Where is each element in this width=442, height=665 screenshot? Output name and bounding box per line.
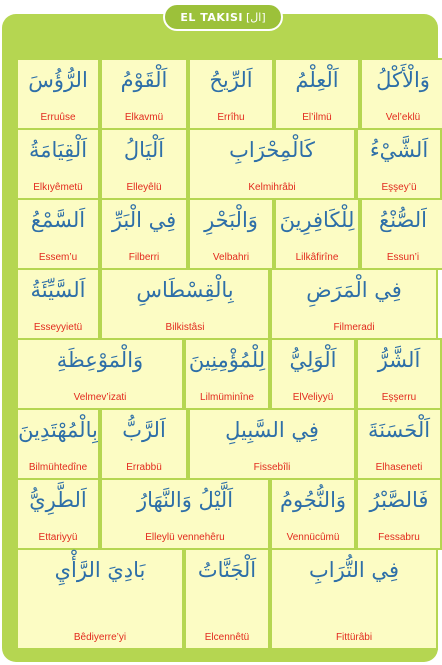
transliteration: El’ilmü: [302, 112, 332, 123]
transliteration: Bilmühtedîne: [28, 462, 88, 473]
word-cell: [16, 408, 100, 480]
transliteration: Vennücûmü: [286, 532, 340, 543]
arabic-word: فَالصَّبْرُ: [369, 488, 429, 512]
arabic-word: اَلْعِلْمُ: [295, 68, 339, 92]
arabic-word: وَالنُّجُومُ: [279, 488, 347, 512]
word-cell: [100, 128, 188, 200]
transliteration: Essun’i: [386, 252, 420, 263]
page-title: [163, 3, 283, 31]
word-cell: [16, 58, 100, 130]
word-cell: [360, 58, 442, 130]
transliteration: Vel’eklü: [385, 112, 421, 123]
arabic-word: اَلرِّيحُ: [209, 68, 253, 92]
word-row: [16, 478, 442, 550]
word-row: [16, 548, 438, 650]
word-cell: [100, 408, 188, 480]
arabic-word: اَلْوَلِيُّ: [289, 348, 337, 372]
word-row: [16, 268, 438, 340]
word-cell: [360, 198, 442, 270]
transliteration: Eşşey’ü: [381, 182, 417, 193]
arabic-word: كَالْمِحْرَابِ: [229, 138, 315, 162]
word-cell: [100, 198, 188, 270]
arabic-word: اَلصُّنْعُ: [379, 208, 427, 232]
transliteration: Errîhu: [217, 112, 245, 123]
arabic-word: بِالْمُهْتَدِينَ: [18, 418, 98, 442]
word-cell: [184, 548, 270, 650]
word-cell: [270, 478, 356, 550]
word-cell: [356, 478, 442, 550]
word-row: [16, 408, 442, 480]
word-cell: [16, 268, 100, 340]
arabic-word: اَلْحَسَنَةَ: [367, 418, 431, 442]
arabic-word: بِالْقِسْطَاسِ: [136, 278, 234, 302]
arabic-word: لِلْمُؤْمِنِينَ: [188, 348, 266, 372]
arabic-word: اَلرَّبُّ: [122, 418, 166, 442]
arabic-word: وَالْمَوْعِظَةِ: [56, 348, 144, 372]
transliteration: Elhaseneti: [375, 462, 423, 473]
arabic-word: فِي التُّرَابِ: [309, 558, 399, 582]
transliteration: Erruûse: [40, 112, 76, 123]
arabic-word: اَلسَّيِّئَةُ: [30, 278, 86, 302]
transliteration: Fissebîli: [253, 462, 291, 473]
transliteration: Filmeradi: [333, 322, 375, 333]
transliteration: Elkavmü: [124, 112, 164, 123]
arabic-word: اَلَّيْلُ وَالنَّهَارُ: [136, 488, 234, 512]
word-cell: [270, 338, 356, 410]
word-cell: [356, 408, 442, 480]
word-cell: [188, 128, 356, 200]
word-cell: [16, 128, 100, 200]
transliteration: Elcennêtü: [204, 632, 250, 643]
arabic-word: الرُّؤُسَ: [28, 68, 88, 92]
title-text: EL TAKISI: [180, 10, 243, 24]
word-row: [16, 198, 442, 270]
transliteration: Kelmihrâbi: [248, 182, 296, 193]
arabic-word: وَالْأَكْلُ: [376, 68, 430, 92]
arabic-word: اَلْيَالُ: [123, 138, 165, 162]
arabic-word: وَالْبَحْرِ: [204, 208, 258, 232]
word-cell: [184, 338, 270, 410]
word-cell: [16, 198, 100, 270]
transliteration: Filberri: [128, 252, 160, 263]
transliteration: Eşşerru: [381, 392, 417, 403]
arabic-word: فِي الْبَرِّ: [111, 208, 177, 232]
transliteration: Fittürâbi: [335, 632, 373, 643]
arabic-word: اَلْقَوْمُ: [120, 68, 168, 92]
transliteration: Velbahri: [212, 252, 250, 263]
transliteration: Elleylü vennehêru: [145, 532, 225, 543]
arabic-word: لِلْكَافِرِينَ: [279, 208, 355, 232]
word-cell: [274, 198, 360, 270]
transliteration: Lilmüminîne: [200, 392, 254, 403]
word-cell: [188, 198, 274, 270]
transliteration: Fessabru: [378, 532, 420, 543]
arabic-word: اَلسَّمْعُ: [30, 208, 86, 232]
word-cell: [356, 338, 442, 410]
word-cell: [100, 268, 270, 340]
transliteration: Esseyyietü: [33, 322, 83, 333]
arabic-word: فِي السَّبِيلِ: [225, 418, 319, 442]
title-arabic: [ال]: [246, 10, 266, 24]
transliteration: Bêdiyerre’yi: [73, 632, 127, 643]
word-row: [16, 128, 442, 200]
transliteration: Ettariyyü: [38, 532, 78, 543]
word-row: [16, 338, 442, 410]
transliteration: Lilkâfirîne: [295, 252, 339, 263]
word-cell: [356, 128, 442, 200]
transliteration: Errabbü: [126, 462, 162, 473]
word-cell: [16, 338, 184, 410]
arabic-word: اَلشَّرُّ: [377, 348, 421, 372]
word-cell: [188, 58, 274, 130]
transliteration: ElVeliyyü: [292, 392, 334, 403]
transliteration: Bilkistâsi: [165, 322, 205, 333]
arabic-word: اَلْقِيَامَةُ: [28, 138, 88, 162]
word-row: [16, 58, 442, 130]
word-cell: [100, 58, 188, 130]
transliteration: Elleyêlü: [126, 182, 162, 193]
arabic-word: اَلشَّيْءُ: [369, 138, 429, 162]
word-cell: [188, 408, 356, 480]
transliteration: Elkıyêmetü: [33, 182, 83, 193]
word-cell: [100, 478, 270, 550]
arabic-word: اَلْجَنَّاتُ: [197, 558, 257, 582]
word-cell: [274, 58, 360, 130]
transliteration: Essem’u: [38, 252, 78, 263]
arabic-word: اَلطَّرِيُّ: [29, 488, 87, 512]
word-cell: [16, 548, 184, 650]
word-cell: [16, 478, 100, 550]
arabic-word: فِي الْمَرَضِ: [306, 278, 402, 302]
arabic-word: بَادِيَ الرَّأْيِ: [54, 558, 146, 582]
word-cell: [270, 548, 438, 650]
transliteration: Velmev’izati: [73, 392, 127, 403]
word-cell: [270, 268, 438, 340]
